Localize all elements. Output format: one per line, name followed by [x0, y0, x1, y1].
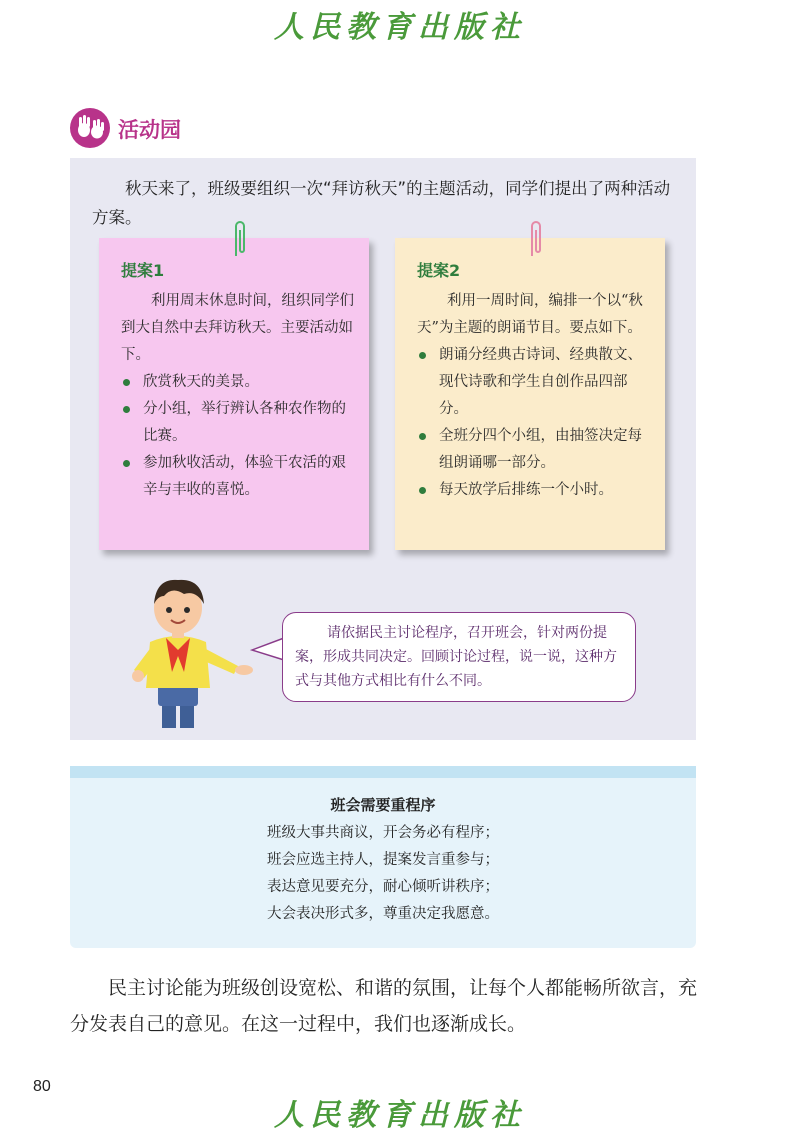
- proposal-title: 提案2: [417, 261, 461, 280]
- proposal-point: 全班分四个小组，由抽签决定每组朗诵哪一部分。: [417, 423, 651, 477]
- speech-bubble: [282, 612, 636, 702]
- proposal-note-2: [395, 238, 665, 550]
- rules-line: 班级大事共商议，开会务必有程序；: [267, 825, 499, 841]
- publisher-watermark-top: 人民教育出版社: [274, 10, 526, 45]
- proposal-point: 朗诵分经典古诗词、经典散文、现代诗歌和学生自创作品四部分。: [417, 342, 651, 423]
- proposal-note-1: [99, 238, 369, 550]
- speech-bubble-tail: [250, 636, 286, 662]
- speech-bubble-text: 请依据民主讨论程序，召开班会，针对两份提案，形成共同决定。回顾讨论过程，说一说，这种方式与其他方式相比有什么不同。: [295, 625, 617, 689]
- publisher-watermark-bottom: 人民教育出版社: [274, 1098, 526, 1133]
- paperclip-icon: [232, 218, 248, 260]
- rules-title: 班会需要重程序: [330, 796, 436, 814]
- rules-box: [70, 766, 696, 948]
- proposal-paragraph: 利用一周时间，编排一个以“秋天”为主题的朗诵节目。要点如下。: [417, 293, 643, 336]
- bullet-icon: [123, 460, 130, 467]
- rules-box-header-bar: [70, 766, 696, 778]
- activity-panel: [70, 158, 696, 740]
- rules-line: 大会表决形式多，尊重决定我愿意。: [267, 906, 499, 922]
- proposal-point: 欣赏秋天的美景。: [121, 369, 355, 396]
- proposal-paragraph: 利用周末休息时间，组织同学们到大自然中去拜访秋天。主要活动如下。: [121, 293, 354, 363]
- rules-lines: [70, 820, 696, 928]
- activity-intro: 秋天来了，班级要组织一次“拜访秋天”的主题活动，同学们提出了两种活动方案。: [92, 179, 671, 227]
- closing-paragraph: 民主讨论能为班级创设宽松、和谐的氛围，让每个人都能畅所欲言，充分发表自己的意见。在这一过程中，我们也逐渐成长。: [70, 977, 698, 1035]
- rules-line: 表达意见要充分，耐心倾听讲秩序；: [267, 879, 499, 895]
- page-number: 80: [33, 1078, 51, 1095]
- hands-icon: [70, 108, 110, 148]
- bullet-icon: [419, 433, 426, 440]
- proposal-title: 提案1: [121, 261, 165, 280]
- bullet-icon: [419, 487, 426, 494]
- proposal-point: 每天放学后排练一个小时。: [417, 477, 651, 504]
- proposal-point: 分小组，举行辨认各种农作物的比赛。: [121, 396, 355, 450]
- boy-illustration: [128, 572, 258, 732]
- bullet-icon: [419, 352, 426, 359]
- bullet-icon: [123, 379, 130, 386]
- paperclip-icon: [528, 218, 544, 260]
- activity-title: 活动园: [118, 118, 181, 142]
- rules-line: 班会应选主持人，提案发言重参与；: [267, 852, 499, 868]
- bullet-icon: [123, 406, 130, 413]
- proposal-point: 参加秋收活动，体验干农活的艰辛与丰收的喜悦。: [121, 450, 355, 504]
